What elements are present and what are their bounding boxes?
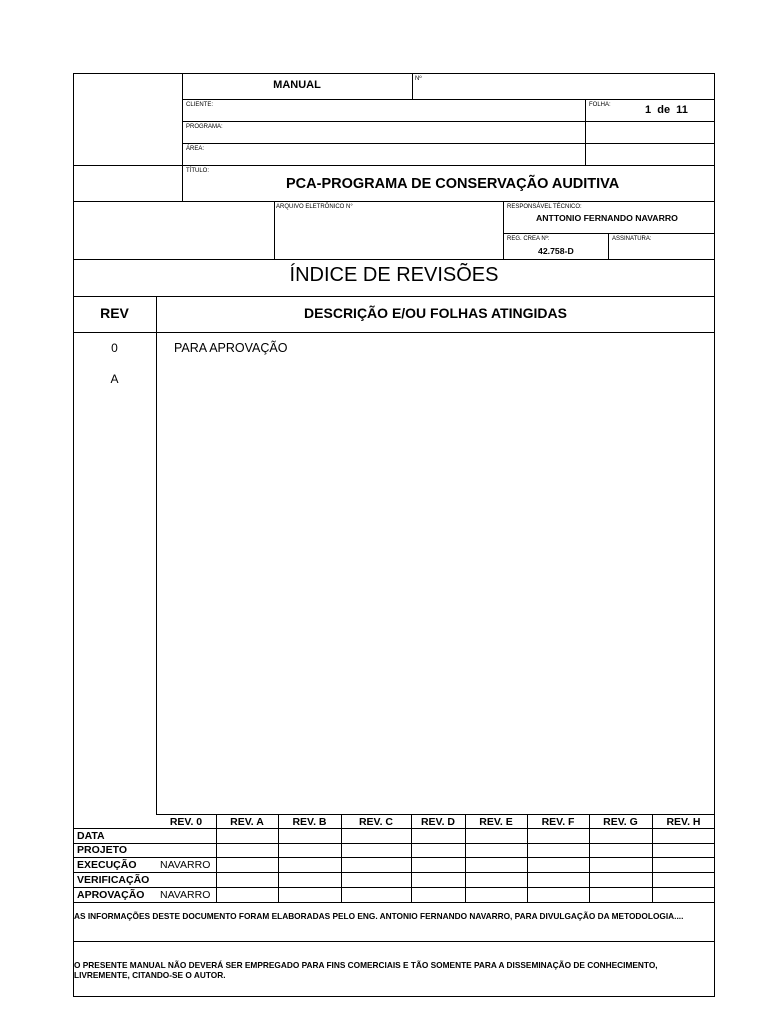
arquivo-divider [274, 201, 275, 259]
rev-row-1-rev: A [110, 372, 119, 386]
approval-header-revf: REV. F [541, 816, 575, 828]
approval-line-execucao [73, 872, 715, 873]
approval-row-data-label: DATA [77, 830, 105, 842]
desc-column-header: DESCRIÇÃO E/OU FOLHAS ATINGIDAS [304, 305, 567, 321]
approval-line-data [73, 843, 715, 844]
document-title: PCA-PROGRAMA DE CONSERVAÇÃO AUDITIVA [286, 176, 620, 192]
rev-row-0-desc: PARA APROVAÇÃO [174, 341, 288, 355]
cliente-label: CLIENTE: [186, 102, 214, 108]
header-line-6 [73, 259, 715, 260]
index-title-line [73, 296, 715, 297]
rev-row-0-rev: 0 [111, 341, 118, 355]
responsavel-label: RESPONSÁVEL TÉCNICO: [507, 204, 582, 210]
approval-header-revc: REV. C [358, 816, 394, 828]
notes-divider [73, 941, 715, 942]
approval-line-aprovacao [73, 902, 715, 903]
header-line-3 [182, 143, 715, 144]
header-line-2 [182, 121, 715, 122]
approval-header-revh: REV. H [666, 816, 701, 828]
folha-label: FOLHA: [589, 102, 611, 108]
approval-row-projeto-label: PROJETO [77, 844, 127, 856]
crea-label: REG. CREA Nº: [507, 236, 550, 242]
note-informacoes: AS INFORMAÇÕES DESTE DOCUMENTO FORAM ELABORADAS PELO ENG. ANTONIO FERNANDO NAVARRO, PARA DIVULGAÇÃO DA METODOLOGIA.... [74, 911, 684, 921]
approval-row-execucao-label: EXECUÇÃO [77, 859, 137, 871]
approval-header-revd: REV. D [420, 816, 456, 828]
approval-row-aprovacao-label: APROVAÇÃO [77, 889, 145, 901]
rev-header-line [73, 332, 715, 333]
note-uso: O PRESENTE MANUAL NÃO DEVERÁ SER EMPREGADO PARA FINS COMERCIAIS E TÃO SOMENTE PARA A DISSEMINAÇÃO DE CONHECIMENTO, LIVREMENTE, CITANDO-SE O AUTOR. [74, 960, 658, 980]
programa-label: PROGRAMA: [186, 124, 223, 130]
responsavel-value: ANTTONIO FERNANDO NAVARRO [536, 213, 678, 223]
assinatura-divider [608, 233, 609, 259]
approval-row-aprovacao-rev0: NAVARRO [160, 889, 211, 901]
header-line-4 [73, 165, 715, 166]
approval-header-reve: REV. E [479, 816, 513, 828]
titulo-label: TÍTULO: [186, 168, 210, 174]
arquivo-label: ARQUIVO ELETRÔNICO N° [276, 204, 353, 210]
header-numero-divider [412, 73, 413, 99]
index-title: ÍNDICE DE REVISÕES [289, 264, 499, 286]
approval-row-verificacao-label: VERIFICAÇÃO [77, 874, 150, 886]
header-folha-divider [585, 99, 586, 165]
rev-column-divider [156, 296, 157, 814]
approval-header-rev0: REV. 0 [169, 816, 203, 828]
header-line-5 [73, 201, 715, 202]
approval-header-reva: REV. A [230, 816, 264, 828]
manual-label: MANUAL [273, 79, 321, 91]
responsavel-divider [503, 201, 504, 259]
header-logo-divider [182, 73, 183, 201]
crea-value: 42.758-D [538, 246, 574, 256]
approval-header-revg: REV. G [603, 816, 638, 828]
folha-value: 1 de 11 [645, 104, 688, 116]
header-line-1 [182, 99, 715, 100]
approval-header-revb: REV. B [292, 816, 327, 828]
assinatura-label: ASSINATURA: [612, 236, 652, 242]
approval-row-execucao-rev0: NAVARRO [160, 859, 211, 871]
rev-column-header: REV [100, 305, 129, 321]
area-label: ÁREA: [186, 146, 205, 152]
numero-label: Nº [415, 76, 422, 82]
responsavel-line [503, 233, 715, 234]
